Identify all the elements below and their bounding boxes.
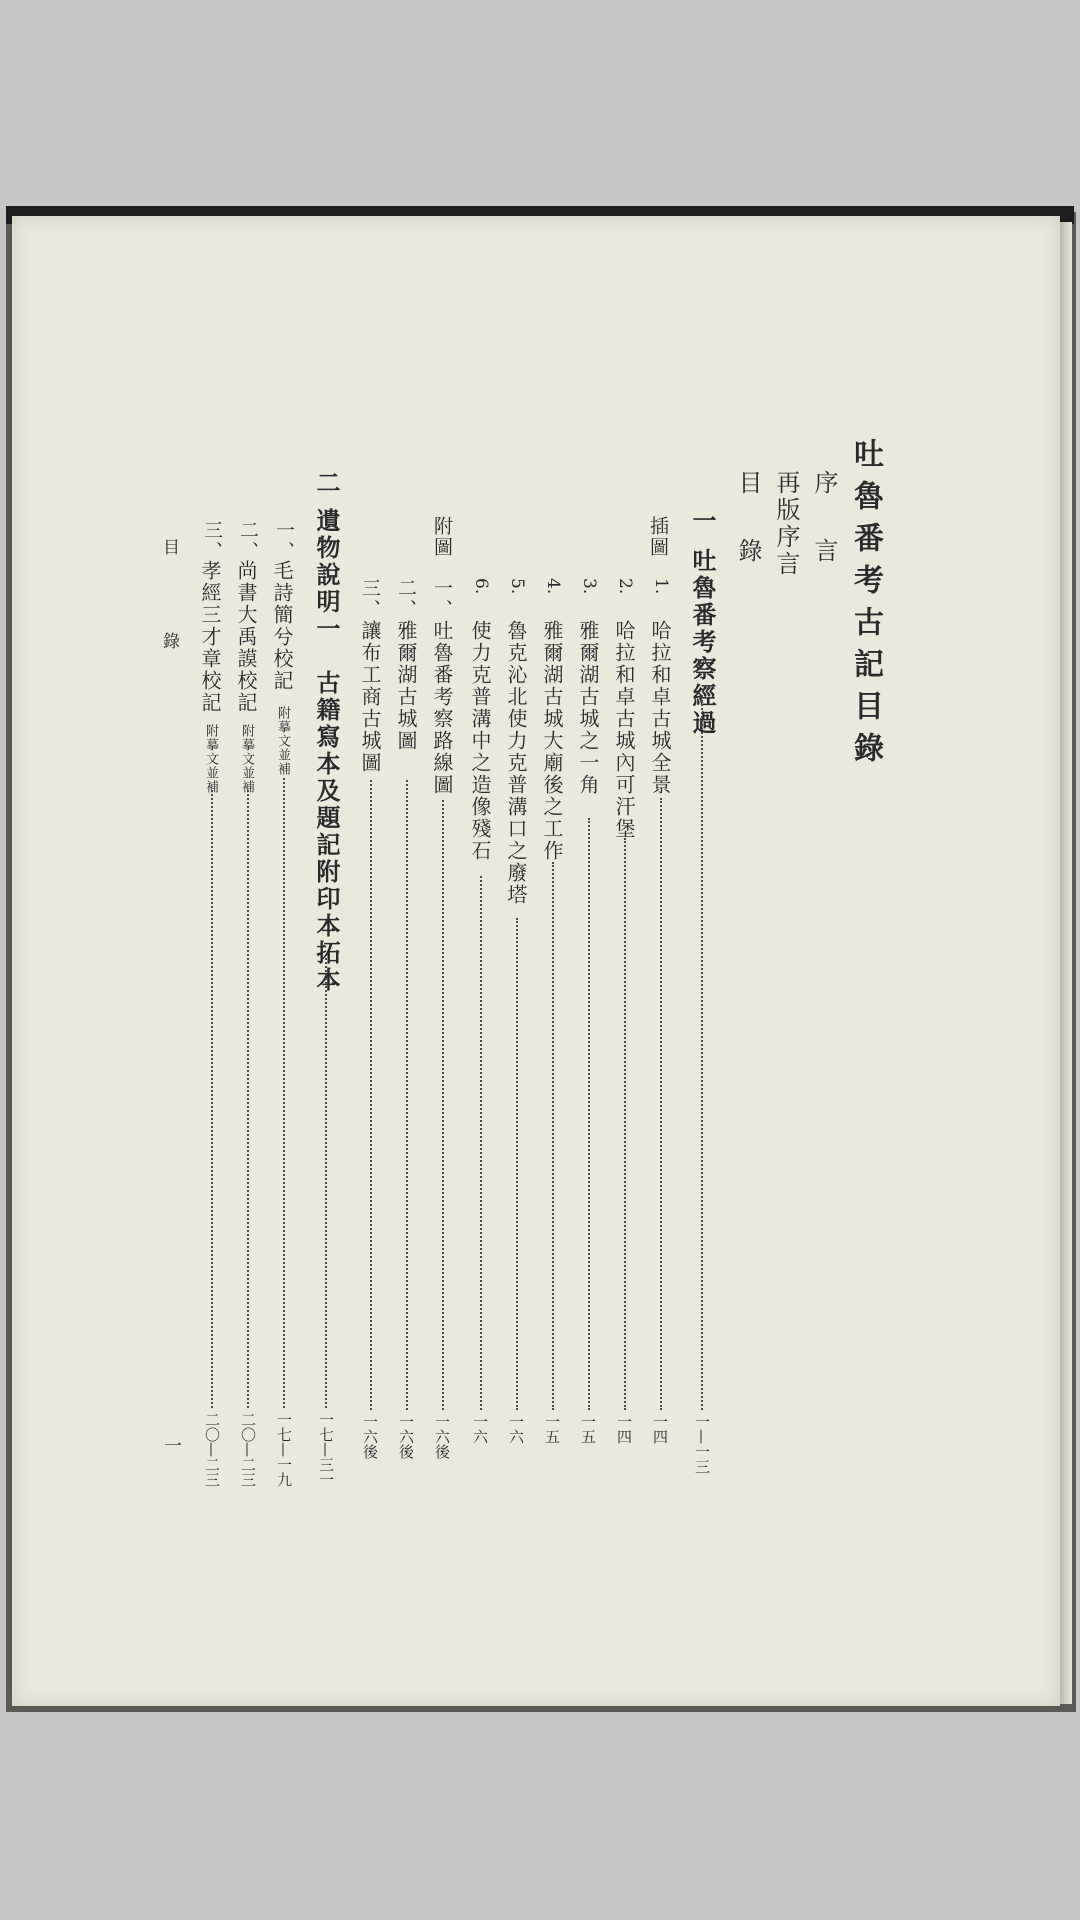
plate-1-page: 一四 — [651, 1414, 669, 1444]
plate-3-leader — [588, 818, 590, 1410]
section2-number: 二 — [312, 470, 341, 497]
section1-heading: 吐魯番考察經過 — [688, 548, 717, 737]
item-2-note: 附摹文並補 — [239, 724, 254, 794]
plate-1-leader — [660, 798, 662, 1410]
plate-4-label: 雅爾湖古城大廟後之工作 — [540, 620, 564, 862]
plate-4-page: 一五 — [543, 1414, 561, 1444]
item-2-page: 二〇—二三 — [239, 1412, 257, 1487]
item-2-leader — [247, 790, 249, 1408]
section1-page: 一—一三 — [693, 1414, 711, 1474]
map-3-page: 一六後 — [361, 1414, 379, 1459]
plate-2-label: 哈拉和卓古城內可汗堡 — [612, 620, 636, 840]
item-3-page: 二〇—二三 — [203, 1412, 221, 1487]
toc-second-edition-preface: 再版序言 — [772, 470, 800, 578]
book-page — [12, 216, 1060, 1706]
item-3-leader — [211, 790, 213, 1408]
map-2-num: 二、 — [395, 578, 417, 620]
item-3-num: 三、 — [201, 520, 223, 562]
plate-2-num: 2. — [615, 578, 635, 595]
item-3-label: 孝經三才章校記 — [198, 560, 222, 714]
section2-leader — [325, 958, 327, 1408]
map-3-label: 讓布工商古城圖 — [358, 620, 382, 774]
map-2-page: 一六後 — [397, 1414, 415, 1459]
plate-4-leader — [552, 862, 554, 1410]
footer-page-number: 一 — [161, 1436, 182, 1454]
plate-3-label: 雅爾湖古城之一角 — [576, 620, 600, 796]
plate-5-num: 5. — [507, 578, 527, 595]
map-3-num: 三、 — [359, 578, 381, 620]
page-title: 吐魯番考古記目錄 — [848, 438, 883, 774]
plate-1-num: 1. — [651, 578, 671, 595]
item-2-num: 二、 — [237, 520, 259, 562]
item-1-note: 附摹文並補 — [275, 706, 290, 776]
item-2-label: 尚書大禹謨校記 — [234, 560, 258, 714]
plate-5-label: 魯克沁北使力克普溝口之廢塔 — [504, 620, 528, 906]
item-1-label: 毛詩簡兮校記 — [270, 560, 294, 692]
toc-preface: 序 言 — [810, 470, 838, 572]
map-1-label: 吐魯番考察路線圖 — [430, 620, 454, 796]
plate-6-leader — [480, 876, 482, 1410]
page-edge — [1060, 222, 1072, 1704]
map-1-num: 一、 — [431, 578, 453, 620]
map-2-label: 雅爾湖古城圖 — [394, 620, 418, 752]
section2-heading: 遺物說明一 古籍寫本及題記附印本拓本 — [312, 508, 341, 994]
map-3-leader — [370, 780, 372, 1410]
plate-3-page: 一五 — [579, 1414, 597, 1444]
item-1-num: 一、 — [273, 520, 295, 562]
map-2-leader — [406, 780, 408, 1410]
map-1-page: 一六後 — [433, 1414, 451, 1459]
map-1-leader — [442, 800, 444, 1410]
maps-label: 附圖 — [431, 516, 453, 558]
plate-3-num: 3. — [579, 578, 599, 595]
plate-2-leader — [624, 838, 626, 1410]
item-3-note: 附摹文並補 — [203, 724, 218, 794]
plate-6-num: 6. — [471, 578, 491, 595]
item-1-leader — [283, 778, 285, 1408]
plate-5-leader — [516, 918, 518, 1410]
item-1-page: 一七—一九 — [275, 1412, 293, 1487]
section2-page: 一七—三一 — [317, 1412, 335, 1487]
plate-2-page: 一四 — [615, 1414, 633, 1444]
plate-5-page: 一六 — [507, 1414, 525, 1444]
plate-4-num: 4. — [543, 578, 563, 595]
plates-label: 插圖 — [647, 516, 669, 558]
toc-contents: 目 錄 — [734, 470, 762, 572]
section1-leader — [701, 695, 703, 1410]
plate-6-label: 使力克普溝中之造像殘石 — [468, 620, 492, 862]
section1-number: 一 — [688, 508, 717, 535]
footer-label: 目 錄 — [159, 538, 179, 679]
plate-1-label: 哈拉和卓古城全景 — [648, 620, 672, 796]
plate-6-page: 一六 — [471, 1414, 489, 1444]
